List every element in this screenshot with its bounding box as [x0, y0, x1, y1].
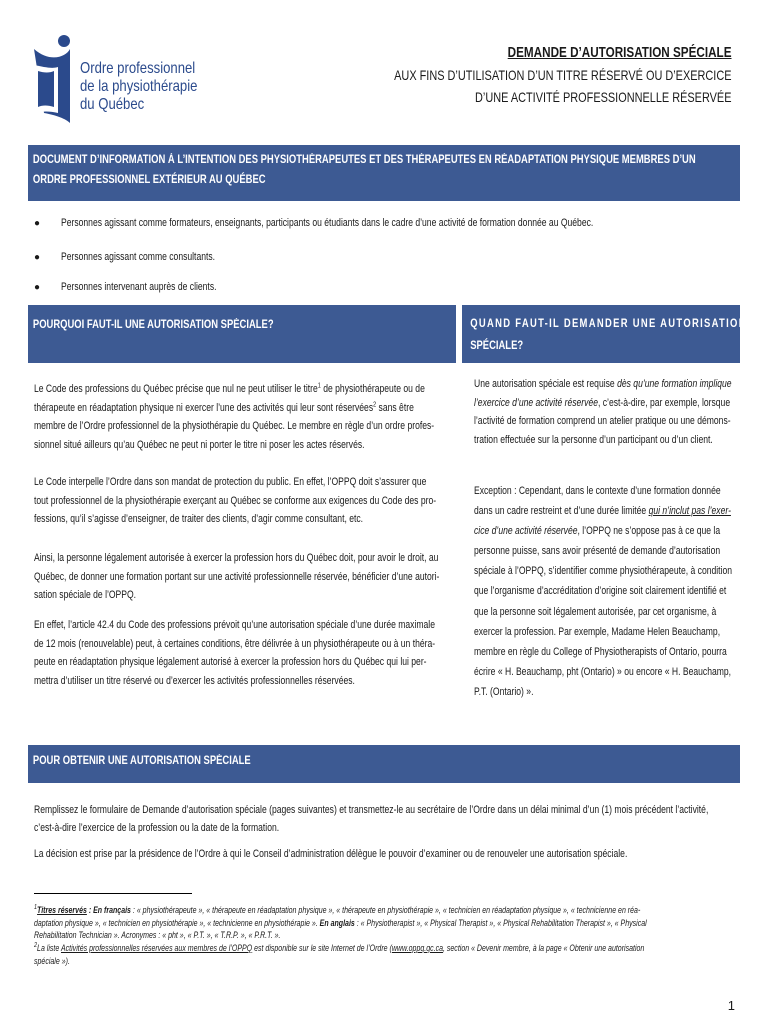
text: La liste — [37, 943, 61, 953]
text: Exception : Cependant, dans le contexte d’une formation donnée — [474, 485, 721, 497]
text: membre de l’Ordre professionnel de la physiothérapie du Québec. Le membre en règle d’un ordre profes- — [34, 420, 435, 433]
footnote-number: 1 — [34, 904, 38, 911]
when-heading-bar — [462, 305, 747, 363]
info-banner — [28, 145, 740, 201]
why-paragraph-4 — [34, 616, 455, 690]
text: thérapeute en réadaptation physique ni exercer l’une des activités qui leur sont réservées — [34, 401, 374, 414]
footnote-separator — [34, 893, 192, 894]
bullet-item: Personnes agissant comme consultants. — [61, 251, 216, 263]
logo-inner — [38, 71, 54, 107]
text: de 12 mois (renouvelable) peut, à certaines conditions, être délivrée à un physiothérapeute ou à un théra- — [34, 637, 436, 650]
why-heading: POURQUOI FAUT-IL UNE AUTORISATION SPÉCIALE? — [32, 319, 274, 331]
text: Le Code interpelle l’Ordre dans son mandat de protection du public. En effet, l’OPPQ doit s’assurer que — [34, 476, 427, 488]
text: que l’organisme d’accréditation d’origine soit clairement identifié et — [474, 585, 727, 598]
page-number: 1 — [727, 998, 735, 1013]
oppq-website-link[interactable]: www.oppq.qc.ca — [391, 943, 443, 953]
text: Rehabilitation Technician ». Acronymes : « pht », « P.T. », « T.R.P. », « P.R.T. ». — [34, 930, 281, 940]
text: daptation physique », « technicien en physiothérapie », « technicienne en physiothérapie ». — [34, 917, 320, 928]
org-name-line1: Ordre professionnel — [80, 60, 196, 77]
text: P.T. (Ontario) ». — [474, 685, 534, 698]
text: tration effectuée sur la personne d’un participant ou d’un client. — [474, 433, 713, 446]
footnote-label: En anglais — [319, 917, 355, 928]
text-emphasis: qui n’inclut pas l’exer- — [648, 505, 731, 518]
text: : « physiothérapeute », « thérapeute en réadaptation physique », « thérapeute en physiothérapie », « technicien en réadaptation physique », « technicienne en réa- — [130, 905, 641, 915]
text: , c’est-à-dire, par exemple, lorsque — [597, 396, 731, 409]
text: La décision est prise par la présidence de l’Ordre à qui le Conseil d’administration délègue le pouvoir d’examiner ou de renouveler une autorisation spéciale. — [34, 848, 628, 860]
text: est disponible sur le site Internet de l’Ordre ( — [252, 943, 392, 953]
text: Le Code des professions du Québec précise que nul ne peut utiliser le titre — [34, 383, 318, 395]
footnote-number: 2 — [34, 942, 38, 949]
text: , l’OPPQ ne s’oppose pas à ce que la — [577, 525, 721, 538]
obtain-heading: POUR OBTENIR UNE AUTORISATION SPÉCIALE — [32, 755, 251, 767]
when-heading-line1: QUAND FAUT-IL DEMANDER UNE AUTORISATION — [470, 318, 747, 330]
bullet-item: Personnes agissant comme formateurs, enseignants, participants ou étudiants dans le cadre d’une activité de formation donnée au Québec. — [61, 217, 594, 229]
footnote-2 — [34, 942, 752, 967]
text: tout professionnel de la physiothérapie exerçant au Québec se conforme aux exigences du Code des pro- — [34, 494, 437, 507]
why-paragraph-1 — [34, 380, 455, 454]
activities-list-link[interactable]: Activités professionnelles réservées aux membres de l’OPPQ — [60, 943, 253, 953]
obtain-heading-bar — [28, 745, 740, 783]
text: mettra d’utiliser un titre réservé ou d’exercer les activités professionnelles réservées. — [34, 674, 355, 687]
when-heading-line2: SPÉCIALE? — [470, 340, 524, 352]
text: écrire « H. Beauchamp, pht (Ontario) » ou encore « H. Beauchamp, — [474, 665, 732, 678]
document-title: DEMANDE D’AUTORISATION SPÉCIALE — [508, 44, 732, 61]
text: sionnel situé ailleurs qu’au Québec ne peut ni porter le titre ni poser les actes réservés. — [34, 438, 365, 451]
why-heading-bar — [28, 305, 456, 363]
text: exercer la profession. Par exemple, Madame Helen Beauchamp, — [474, 625, 721, 638]
text: Ainsi, la personne légalement autorisée à exercer la profession hors du Québec doit, pour avoir le droit, au — [34, 552, 439, 564]
when-paragraph-1 — [474, 375, 739, 449]
obtain-paragraph-2 — [34, 845, 752, 864]
text: membre en règle du College of Physiotherapists of Ontario, pourra — [474, 645, 727, 658]
text: Québec, de donner une formation portant sur une activité professionnelle réservée, bénéficier d’une autori- — [34, 570, 440, 583]
text-emphasis: l’exercice d’une activité réservée — [474, 396, 598, 409]
text-emphasis: cice d’une activité réservée — [474, 525, 578, 538]
info-banner-line2: ORDRE PROFESSIONNEL EXTÉRIEUR AU QUÉBEC — [32, 174, 266, 186]
document-subtitle-2: D’UNE ACTIVITÉ PROFESSIONNELLE RÉSERVÉE — [475, 89, 732, 105]
info-banner-line1: DOCUMENT D’INFORMATION À L’INTENTION DES PHYSIOTHÉRAPEUTES ET DES THÉRAPEUTES EN RÉADAPTATION PHYSIQUE MEMBRES D’UN — [32, 154, 696, 166]
document-subtitle-1: AUX FINS D’UTILISATION D’UN TITRE RÉSERVÉ OU D’EXERCICE — [394, 67, 732, 83]
text: fessions, qu’il s’agisse d’enseigner, de traiter des clients, d’agir comme consultant, etc. — [34, 513, 364, 526]
text: , section « Devenir membre, à la page « Obtenir une autorisation — [442, 943, 645, 953]
document-title-block — [395, 42, 732, 108]
bullet-item: Personnes intervenant auprès de clients. — [61, 281, 217, 293]
footnote-1 — [34, 904, 752, 942]
text: sans être — [376, 401, 414, 414]
text: de physiothérapeute ou de — [320, 383, 425, 395]
text-emphasis: dès qu’une formation implique — [617, 378, 732, 390]
text: peute en réadaptation physique légalement autorisé à exercer la profession hors du Québec qui lui per- — [34, 656, 427, 669]
text: l’activité de formation comprend un atelier pratique ou une démons- — [474, 415, 731, 428]
text: sation spéciale de l’OPPQ. — [34, 589, 137, 602]
org-name-line2: de la physiothérapie — [80, 78, 198, 95]
bullet-icon: ● — [34, 252, 41, 263]
footnote-label: Titres réservés — [37, 905, 87, 915]
text: En effet, l’article 42.4 du Code des professions prévoit qu’une autorisation spéciale d’une durée maximale — [34, 619, 435, 631]
footnote-ref: 2 — [373, 400, 377, 408]
text: dans un cadre restreint et d’une durée limitée — [474, 505, 649, 518]
text: : « Physiotherapist », « Physical Therapist », « Physical Rehabilitation Therapist », « Physical — [354, 917, 647, 928]
obtain-paragraph-1 — [34, 801, 752, 837]
text: spéciale à l’OPPQ, s’identifier comme physiothérapeute, à condition — [474, 565, 733, 578]
bullet-icon: ● — [34, 282, 41, 293]
footnote-ref: 1 — [317, 382, 321, 390]
text: Une autorisation spéciale est requise — [474, 378, 618, 390]
logo-dot — [58, 35, 70, 47]
oppq-logo-icon — [30, 33, 76, 133]
org-name — [80, 60, 197, 114]
when-paragraph-2 — [474, 481, 739, 702]
why-paragraph-3 — [34, 549, 455, 605]
bullet-icon: ● — [34, 218, 41, 229]
text: que la personne soit légalement autorisée, par cet organisme, à — [474, 605, 717, 618]
org-name-line3: du Québec — [80, 96, 145, 113]
text: spéciale »). — [34, 955, 70, 966]
text: Remplissez le formulaire de Demande d’autorisation spéciale (pages suivantes) et transmettez-le au secrétaire de l’Ordre dans un délai minimal d’un (1) mois précédent l’activité, — [34, 804, 709, 816]
text: c’est-à-dire l’exercice de la profession ou la date de la formation. — [34, 822, 280, 834]
footnote-label: : En français — [86, 905, 131, 915]
why-paragraph-2 — [34, 473, 455, 529]
text: personne puisse, sans avoir présenté de demande d’autorisation — [474, 545, 721, 558]
